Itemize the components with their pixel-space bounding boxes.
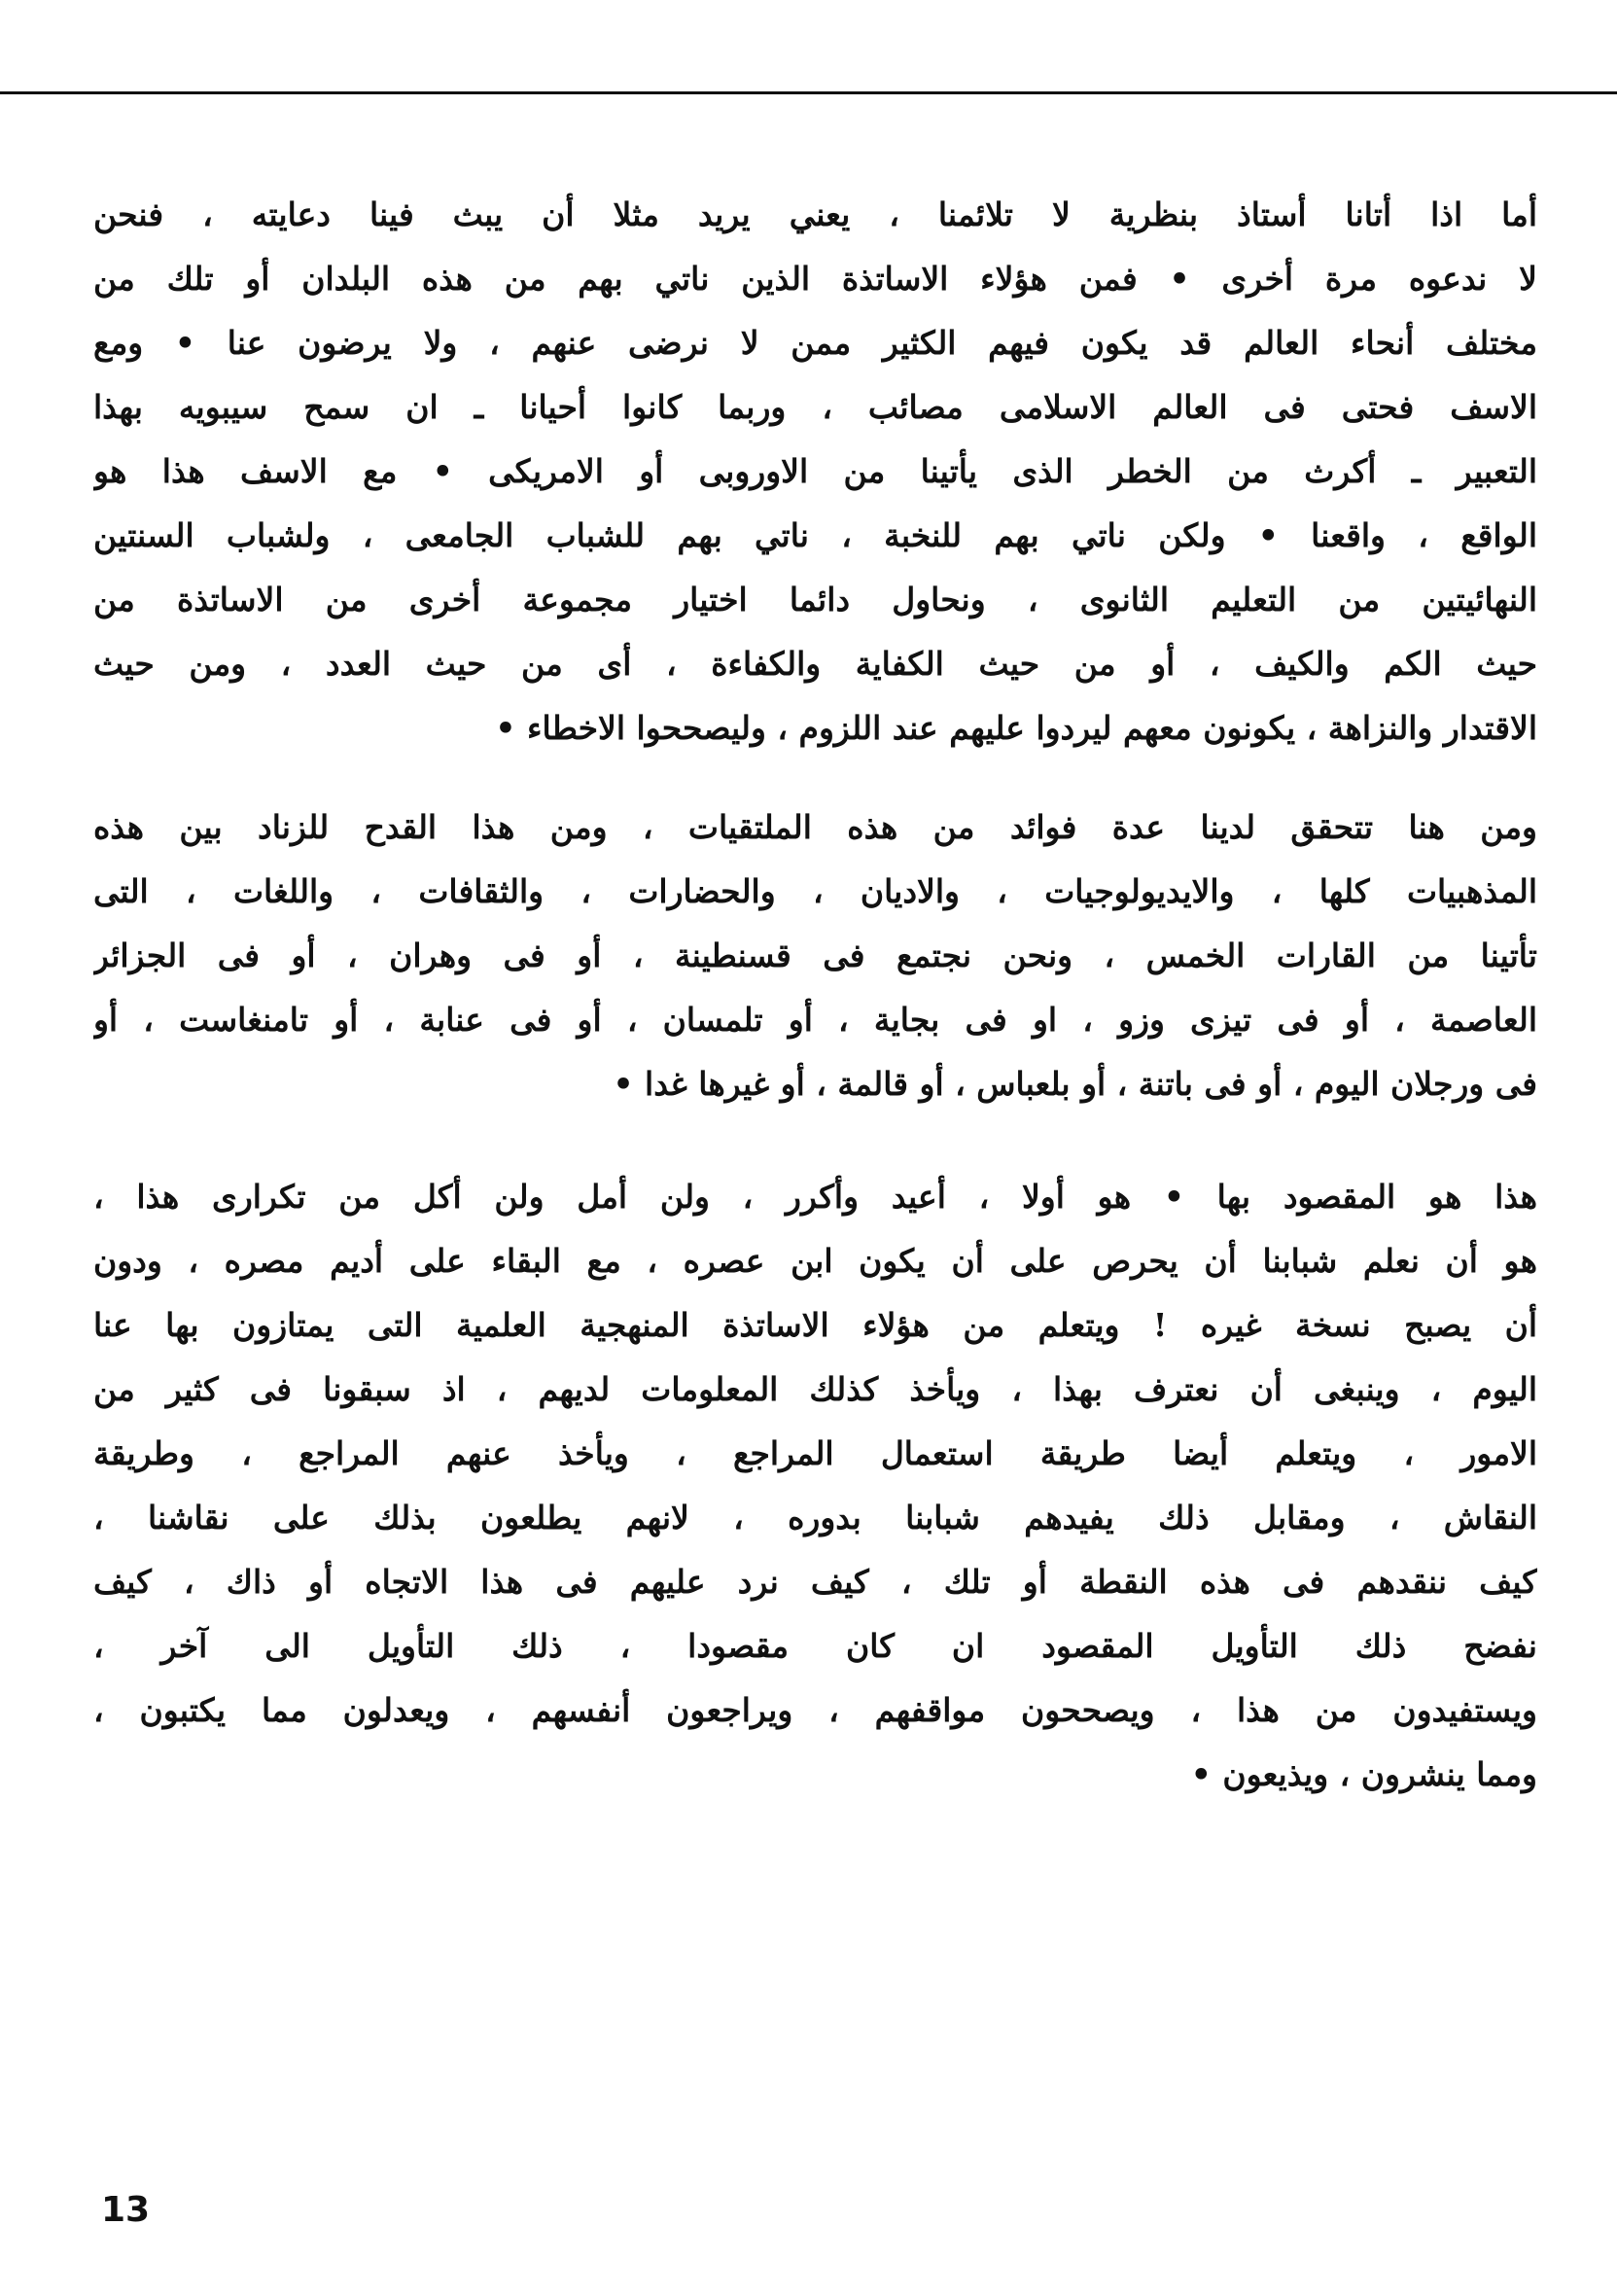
text-line: الواقع ، واقعنا • ولكن ناتي بهم للنخبة ، ناتي بهم للشباب الجامعى ، ولشباب السنتين (93, 516, 1537, 554)
text-line: هذا هو المقصود بها • هو أولا ، أعيد وأكرر ، ولن أمل ولن أكل من تكرارى هذا ، (93, 1178, 1537, 1216)
header-rule (0, 91, 1617, 94)
text-line: فى ورجلان اليوم ، أو فى باتنة ، أو بلعباس ، أو قالمة ، أو غيرها غدا • (613, 1065, 1537, 1103)
text-line: النهائيتين من التعليم الثانوى ، ونحاول دائما اختيار مجموعة أخرى من الاساتذة من (93, 581, 1537, 618)
text-line: أما اذا أتانا أستاذ بنظرية لا تلائمنا ، يعني يريد مثلا أن يبث فينا دعايته ، فنحن (93, 195, 1537, 233)
text-line: التعبير ـ أكرث من الخطر الذى يأتينا من الاوروبى أو الامريكى • مع الاسف هذا هو (93, 452, 1537, 490)
text-line: كيف ننقدهم فى هذه النقطة أو تلك ، كيف نرد عليهم فى هذا الاتجاه أو ذاك ، كيف (93, 1563, 1537, 1601)
text-line: حيث الكم والكيف ، أو من حيث الكفاية والكفاءة ، أى من حيث العدد ، ومن حيث (93, 645, 1537, 683)
text-line: ويستفيدون من هذا ، ويصححون مواقفهم ، ويراجعون أنفسهم ، ويعدلون مما يكتبون ، (93, 1691, 1537, 1729)
text-line: هو أن نعلم شبابنا أن يحرص على أن يكون ابن عصره ، مع البقاء على أديم مصره ، ودون (93, 1242, 1537, 1280)
page-body (93, 183, 1537, 1807)
text-line: مختلف أنحاء العالم قد يكون فيهم الكثير ممن لا نرضى عنهم ، ولا يرضون عنا • ومع (93, 324, 1537, 362)
text-line: اليوم ، وينبغى أن نعترف بهذا ، ويأخذ كذلك المعلومات لديهم ، اذ سبقونا فى كثير من (93, 1370, 1537, 1408)
paragraph (93, 1165, 1537, 1807)
text-line: الاسف فحتى فى العالم الاسلامى مصائب ، وربما كانوا أحيانا ـ ان سمح سيبويه بهذا (93, 388, 1537, 426)
page-number: 13 (101, 2190, 151, 2230)
paragraph (93, 183, 1537, 760)
text-line: النقاش ، ومقابل ذلك يفيدهم شبابنا بدوره ، لانهم يطلعون بذلك على نقاشنا ، (93, 1499, 1537, 1537)
paragraph (93, 795, 1537, 1116)
text-line: الامور ، ويتعلم أيضا طريقة استعمال المراجع ، ويأخذ عنهم المراجع ، وطريقة (93, 1434, 1537, 1472)
text-line: نفضح ذلك التأويل المقصود ان كان مقصودا ، ذلك التأويل الى آخر ، (93, 1627, 1537, 1665)
text-line: العاصمة ، أو فى تيزى وزو ، او فى بجاية ، أو تلمسان ، أو فى عنابة ، أو تامنغاست ، أو (93, 1001, 1537, 1039)
text-line: أن يصبح نسخة غيره ! ويتعلم من هؤلاء الاساتذة المنهجية العلمية التى يمتازون بها عنا (93, 1306, 1537, 1344)
text-line: تأتينا من القارات الخمس ، ونحن نجتمع فى قسنطينة ، أو فى وهران ، أو فى الجزائر (93, 936, 1537, 974)
text-line: ومما ينشرون ، ويذيعون • (1190, 1755, 1537, 1793)
text-line: ومن هنا تتحقق لدينا عدة فوائد من هذه الملتقيات ، ومن هذا القدح للزناد بين هذه (93, 808, 1537, 846)
text-line: الاقتدار والنزاهة ، يكونون معهم ليردوا عليهم عند اللزوم ، وليصححوا الاخطاء • (495, 709, 1537, 747)
text-line: المذهبيات كلها ، والايديولوجيات ، والاديان ، والحضارات ، والثقافات ، واللغات ، التى (93, 872, 1537, 910)
text-line: لا ندعوه مرة أخرى • فمن هؤلاء الاساتذة الذين ناتي بهم من هذه البلدان أو تلك من (93, 260, 1537, 298)
